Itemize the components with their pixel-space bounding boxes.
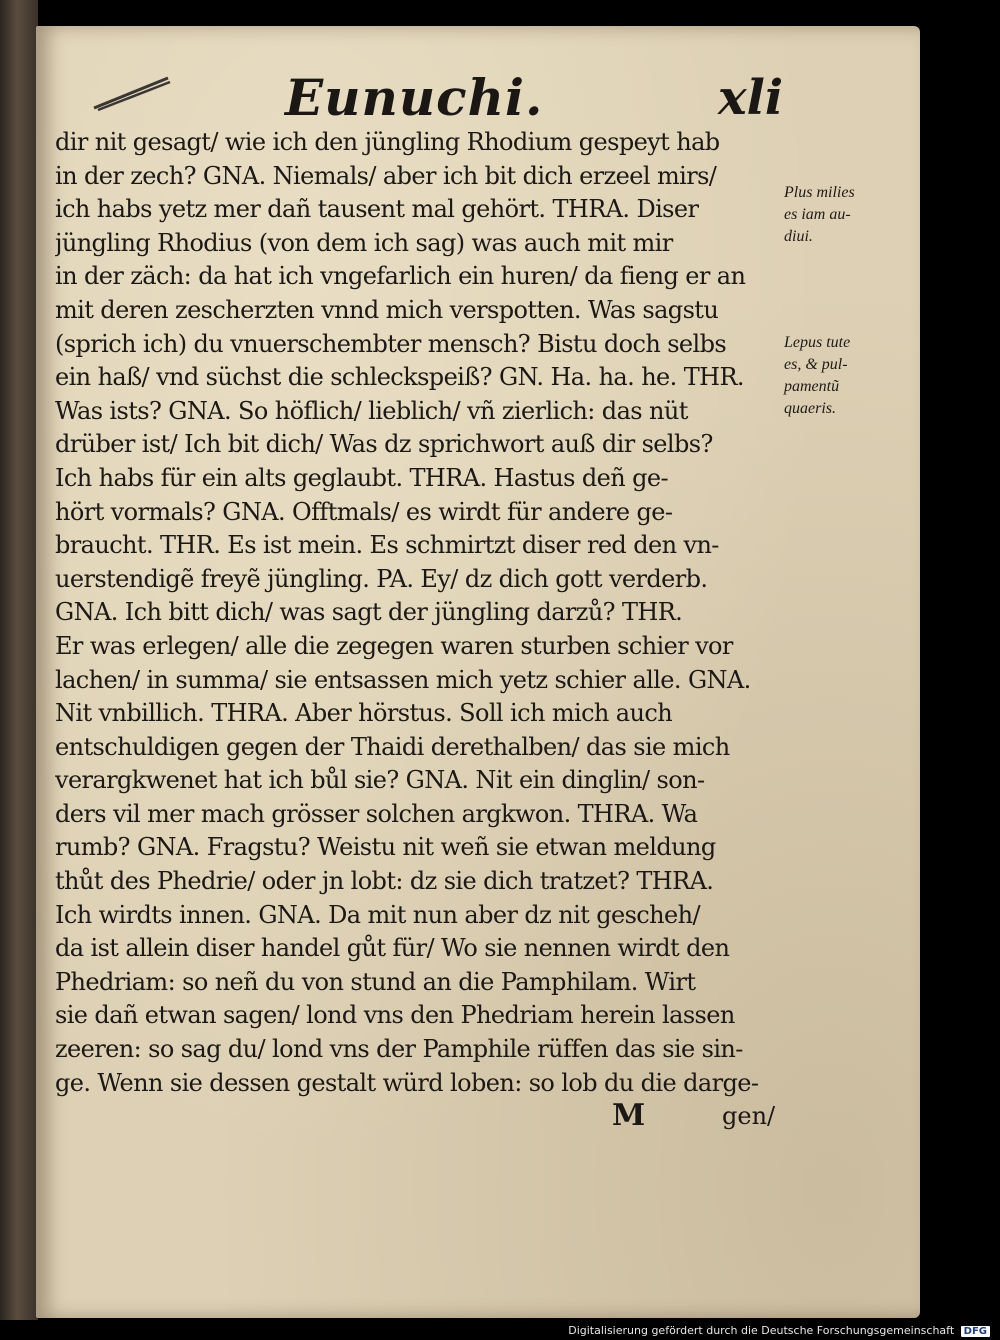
main-text-block — [55, 126, 791, 1100]
text-line: lachen/ in summa/ sie entsassen mich yetz schier alle. GNA. — [55, 665, 751, 694]
text-line: Was ists? GNA. So höflich/ lieblich/ vñ zierlich: das nüt — [55, 396, 688, 425]
text-line: zeeren: so sag du/ lond vns der Pamphile rüffen das sie sin- — [55, 1035, 743, 1064]
text-line: uerstendigẽ freyẽ jüngling. PA. Ey/ dz dich gott verderb. — [55, 564, 708, 593]
text-line: Phedriam: so neñ du von stund an die Pamphilam. Wirt — [55, 967, 696, 996]
text-line: in der zäch: da hat ich vngefarlich ein huren/ da fieng er an — [55, 262, 746, 291]
running-head: Eunuchi. — [285, 68, 544, 127]
text-line: Ich wirdts innen. GNA. Da mit nun aber dz nit gescheh/ — [55, 900, 700, 929]
text-line: ich habs yetz mer dañ tausent mal gehört. THRA. Diser — [55, 195, 699, 224]
text-line: ge. Wenn sie dessen gestalt würd loben: so lob du die darge- — [55, 1068, 759, 1097]
text-line: Nit vnbillich. THRA. Aber hörstus. Soll ich mich auch — [55, 699, 673, 728]
footer-credit — [568, 1324, 990, 1337]
text-line: entschuldigen gegen der Thaidi derethalben/ das sie mich — [55, 732, 730, 761]
text-line: dir nit gesagt/ wie ich den jüngling Rhodium gespeyt hab — [55, 128, 720, 156]
folio-number: xli — [718, 70, 784, 126]
marginal-note-line: diui. — [784, 228, 813, 245]
book-spine — [0, 0, 38, 1320]
text-line: verargkwenet hat ich bůl sie? GNA. Nit ein dinglin/ son- — [55, 766, 705, 795]
text-line: drüber ist/ Ich bit dich/ Was dz sprichwort auß dir selbs? — [55, 430, 713, 459]
text-line: ein haß/ vnd süchst die schleckspeiß? GN. Ha. ha. he. THR. — [55, 363, 744, 392]
marginal-note-2 — [784, 332, 884, 420]
marginal-note-line: es iam au- — [784, 206, 851, 223]
text-line: Er was erlegen/ alle die zegegen waren sturben schier vor — [55, 631, 733, 660]
text-line: sie dañ etwan sagen/ lond vns den Phedriam herein lassen — [55, 1001, 735, 1030]
text-line: in der zech? GNA. Niemals/ aber ich bit dich erzeel mirs/ — [55, 161, 717, 190]
marginal-note-line: quaeris. — [784, 400, 836, 417]
pen-stroke-mark — [92, 72, 172, 112]
text-line: braucht. THR. Es ist mein. Es schmirtzt diser red den vn- — [55, 531, 719, 560]
text-line: ders vil mer mach grösser solchen argkwon. THRA. Wa — [55, 799, 698, 828]
text-line: mit deren zescherzten vnnd mich verspotten. Was sagstu — [55, 295, 719, 324]
text-line: rumb? GNA. Fragstu? Weistu nit weñ sie etwan meldung — [55, 833, 716, 862]
marginal-note-line: Plus milies — [784, 184, 855, 201]
text-line: (sprich ich) du vnuerschembter mensch? Bistu doch selbs — [55, 329, 727, 358]
text-line: thůt des Phedrie/ oder jn lobt: dz sie dich tratzet? THRA. — [55, 867, 714, 896]
text-line: jüngling Rhodius (von dem ich sag) was auch mit mir — [55, 228, 673, 257]
text-line: Ich habs für ein alts geglaubt. THRA. Hastus deñ ge- — [55, 463, 669, 492]
text-line: hört vormals? GNA. Offtmals/ es wirdt für andere ge- — [55, 497, 673, 526]
dfg-logo: DFG — [961, 1326, 990, 1337]
marginal-note-line: pamentũ — [784, 378, 840, 395]
marginal-note-line: Lepus tute — [784, 334, 851, 351]
signature-mark: M — [612, 1098, 646, 1133]
text-line: da ist allein diser handel gůt für/ Wo sie nennen wirdt den — [55, 934, 730, 963]
footer-text: Digitalisierung gefördert durch die Deutsche Forschungsgemeinschaft — [568, 1324, 955, 1337]
marginal-note-1 — [784, 182, 884, 248]
text-line: GNA. Ich bitt dich/ was sagt der jüngling darzů? THR. — [55, 598, 683, 627]
marginal-note-line: es, & pul- — [784, 356, 848, 373]
catchword: gen/ — [722, 1102, 776, 1130]
